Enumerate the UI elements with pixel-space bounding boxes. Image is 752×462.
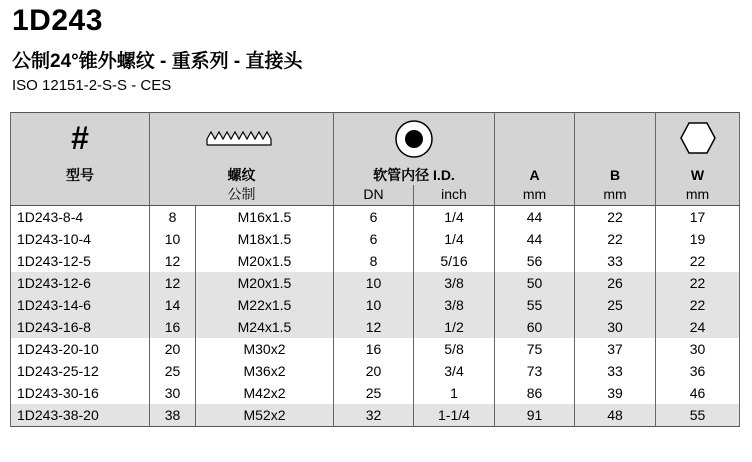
table-row [11,206,740,229]
b-unit: mm [575,185,656,206]
thread-cell: M16x1.5 [196,206,334,229]
dim-w-cell: 19 [656,228,740,250]
dim-b-cell: 37 [575,338,656,360]
part-number-cell: 1D243-25-12 [11,360,150,382]
spec-table [10,112,740,427]
thread-label: 螺纹 [150,165,334,185]
size-cell: 12 [150,272,196,294]
table-row [11,382,740,404]
thread-icon [206,127,272,147]
dim-a-cell: 55 [495,294,575,316]
dim-b-cell: 33 [575,250,656,272]
table-row [11,294,740,316]
thread-header-icon-cell [150,113,334,166]
size-cell: 25 [150,360,196,382]
inch-cell: 1 [414,382,495,404]
size-cell: 38 [150,404,196,427]
size-cell: 8 [150,206,196,229]
dim-b-cell: 25 [575,294,656,316]
dim-b-cell: 33 [575,360,656,382]
dim-w-cell: 30 [656,338,740,360]
thread-cell: M22x1.5 [196,294,334,316]
dim-w-cell: 17 [656,206,740,229]
inch-cell: 3/8 [414,272,495,294]
thread-cell: M20x1.5 [196,250,334,272]
dn-cell: 8 [334,250,414,272]
dim-a-cell: 75 [495,338,575,360]
inch-cell: 1/2 [414,316,495,338]
dim-b-cell: 48 [575,404,656,427]
dim-b-cell: 22 [575,206,656,229]
size-cell: 14 [150,294,196,316]
standard-reference: ISO 12151-2-S-S - CES [12,77,172,94]
part-number-cell: 1D243-12-5 [11,250,150,272]
thread-cell: M18x1.5 [196,228,334,250]
dn-cell: 10 [334,294,414,316]
table-row [11,250,740,272]
page-subtitle: 公制24°锥外螺纹 - 重系列 - 直接头 [12,51,303,72]
inch-cell: 5/8 [414,338,495,360]
dn-cell: 6 [334,206,414,229]
part-label: 型号 [11,165,150,185]
dim-a-cell: 56 [495,250,575,272]
dn-cell: 32 [334,404,414,427]
inch-cell: 3/8 [414,294,495,316]
table-row [11,360,740,382]
dn-cell: 16 [334,338,414,360]
thread-sub-label: 公制 [150,185,334,206]
thread-cell: M20x1.5 [196,272,334,294]
dn-label: DN [334,185,414,206]
dim-b-cell: 30 [575,316,656,338]
size-cell: 20 [150,338,196,360]
inch-cell: 1/4 [414,228,495,250]
dim-w-cell: 36 [656,360,740,382]
dim-a-cell: 73 [495,360,575,382]
dim-w-cell: 24 [656,316,740,338]
thread-cell: M42x2 [196,382,334,404]
inch-cell: 3/4 [414,360,495,382]
dim-a-cell: 91 [495,404,575,427]
b-label: B [575,165,656,185]
table-row [11,228,740,250]
inch-cell: 5/16 [414,250,495,272]
dim-w-cell: 55 [656,404,740,427]
thread-cell: M30x2 [196,338,334,360]
part-symbol: # [11,113,150,166]
dim-a-cell: 86 [495,382,575,404]
part-number-cell: 1D243-38-20 [11,404,150,427]
thread-cell: M52x2 [196,404,334,427]
part-number-cell: 1D243-12-6 [11,272,150,294]
part-number-cell: 1D243-30-16 [11,382,150,404]
dim-b-cell: 26 [575,272,656,294]
dim-a-cell: 60 [495,316,575,338]
dim-a-cell: 44 [495,206,575,229]
part-number-cell: 1D243-10-4 [11,228,150,250]
size-cell: 10 [150,228,196,250]
page-title: 1D243 [12,4,103,37]
w-unit: mm [656,185,740,206]
dim-b-cell: 22 [575,228,656,250]
dim-w-cell: 22 [656,272,740,294]
dim-w-cell: 46 [656,382,740,404]
thread-cell: M36x2 [196,360,334,382]
dn-cell: 25 [334,382,414,404]
hose-id-label: 软管内径 I.D. [334,165,495,185]
part-number-cell: 1D243-8-4 [11,206,150,229]
thread-cell: M24x1.5 [196,316,334,338]
table-row [11,338,740,360]
hose-header-icon-cell [334,113,495,166]
dn-cell: 10 [334,272,414,294]
dn-cell: 20 [334,360,414,382]
dim-w-cell: 22 [656,294,740,316]
part-number-cell: 1D243-14-6 [11,294,150,316]
inch-cell: 1/4 [414,206,495,229]
a-label: A [495,165,575,185]
inch-cell: 1-1/4 [414,404,495,427]
dim-b-cell: 39 [575,382,656,404]
size-cell: 16 [150,316,196,338]
w-label: W [656,165,740,185]
part-number-cell: 1D243-20-10 [11,338,150,360]
size-cell: 30 [150,382,196,404]
part-number-cell: 1D243-16-8 [11,316,150,338]
table-row [11,316,740,338]
dim-a-cell: 44 [495,228,575,250]
table-row [11,404,740,427]
size-cell: 12 [150,250,196,272]
dn-cell: 12 [334,316,414,338]
dim-a-cell: 50 [495,272,575,294]
dn-cell: 6 [334,228,414,250]
dim-w-cell: 22 [656,250,740,272]
hose-bore-icon [394,119,434,159]
hex-wrench-icon [680,121,716,155]
inch-label: inch [414,185,495,206]
a-unit: mm [495,185,575,206]
table-row [11,272,740,294]
w-header-icon-cell [656,113,740,166]
